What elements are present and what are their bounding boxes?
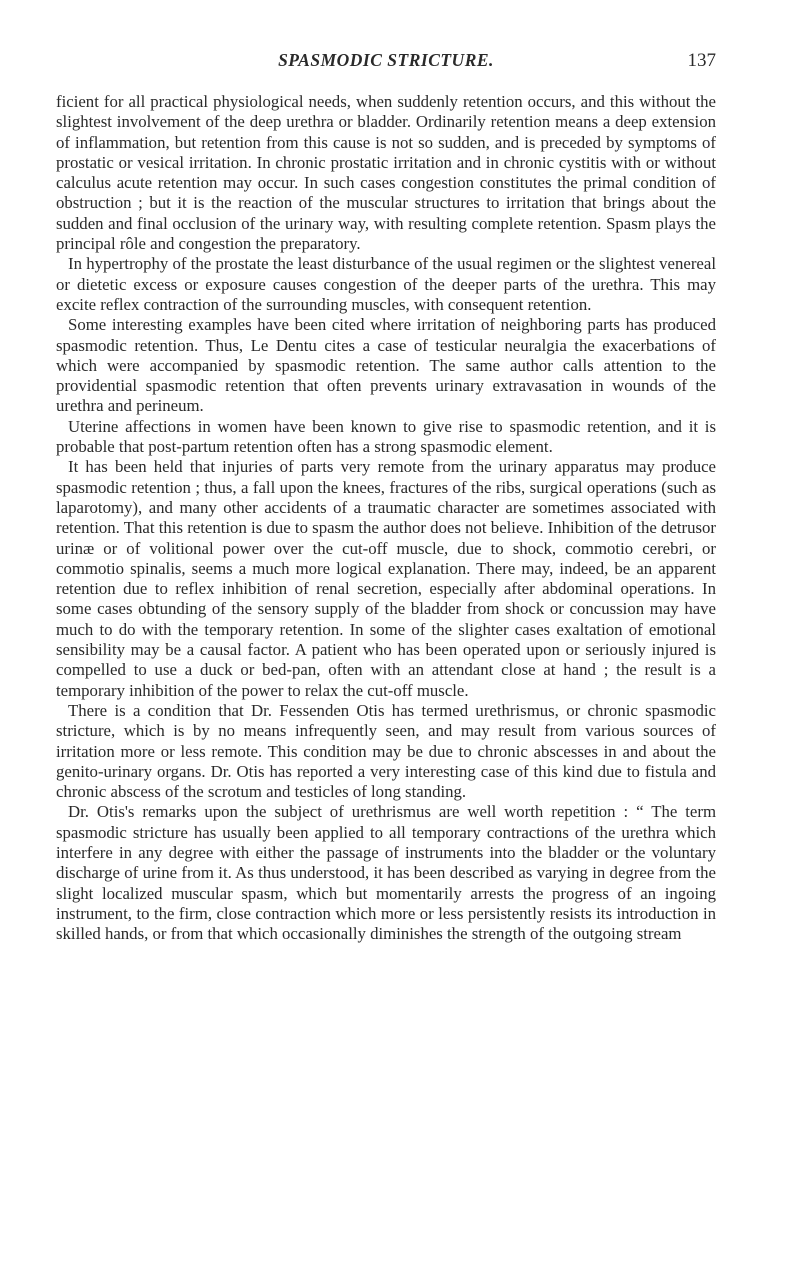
paragraph: Some interesting examples have been cited where irritation of neighboring parts has produced spasmodic retention. Thus, Le Dentu cites a case of testicular neuralgia the exacerbations of which were accompanied by spasmodic retention. The same author calls attention to the providential spasmodic retention that often prevents urinary extravasation in wounds of the urethra and perineum. [56, 315, 716, 416]
paragraph: ficient for all practical physiological needs, when suddenly retention occurs, and this without the slightest involvement of the deep urethra or bladder. Ordinarily retention means a deep extension of inflammation, but retention from this cause is not so sudden, and is preceded by symptoms of prostatic or vesical irritation. In chronic prostatic irritation and in chronic cystitis with or without calculus acute retention may occur. In such cases congestion constitutes the primal condition of obstruction ; but it is the reaction of the muscular structures to irritation that brings about the sudden and final occlusion of the urinary way, with resulting complete retention. Spasm plays the principal rôle and congestion the preparatory. [56, 92, 716, 254]
body-text [56, 92, 716, 944]
page-number: 137 [687, 50, 716, 71]
paragraph: It has been held that injuries of parts very remote from the urinary apparatus may produce spasmodic retention ; thus, a fall upon the knees, fractures of the ribs, surgical operations (such as laparotomy), and many other accidents of a traumatic character are sometimes associated with retention. That this retention is due to spasm the author does not believe. Inhibition of the detrusor urinæ or of volitional power over the cut-off muscle, due to shock, commotio cerebri, or commotio spinalis, seems a much more logical explanation. There may, indeed, be an apparent retention due to reflex inhibition of renal secretion, especially after abdominal operations. In some cases obtunding of the sensory supply of the bladder from shock or concussion may have much to do with the temporary retention. In some of the slighter cases exaltation of emotional sensibility may be a causal factor. A patient who has been operated upon or seriously injured is compelled to use a duck or bed-pan, often with an attendant close at hand ; the result is a temporary inhibition of the power to relax the cut-off muscle. [56, 457, 716, 700]
running-title: SPASMODIC STRICTURE. [278, 50, 494, 70]
paragraph: In hypertrophy of the prostate the least disturbance of the usual regimen or the slightest venereal or dietetic excess or exposure causes congestion of the deeper parts of the urethra. This may excite reflex contraction of the surrounding muscles, with consequent retention. [56, 254, 716, 314]
paragraph: There is a condition that Dr. Fessenden Otis has termed urethrismus, or chronic spasmodic stricture, which is by no means infrequently seen, and may result from various sources of irritation more or less remote. This condition may be due to chronic abscesses in and about the genito-urinary organs. Dr. Otis has reported a very interesting case of this kind due to fistula and chronic abscess of the scrotum and testicles of long standing. [56, 700, 716, 802]
book-page [56, 50, 716, 944]
paragraph: Uterine affections in women have been known to give rise to spasmodic retention, and it is probable that post-partum retention often has a strong spasmodic element. [56, 416, 716, 457]
paragraph: Dr. Otis's remarks upon the subject of urethrismus are well worth repetition : “ The term spasmodic stricture has usually been applied to all temporary contractions of the urethra which interfere in any degree with either the passage of instruments into the bladder or the voluntary discharge of urine from it. As thus understood, it has been described as varying in degree from the slight localized muscular spasm, which but momentarily arrests the progress of an ingoing instrument, to the firm, close contraction which more or less persistently resists its introduction in skilled hands, or from that which occasionally diminishes the strength of the outgoing stream [56, 802, 716, 944]
running-header [56, 50, 716, 78]
